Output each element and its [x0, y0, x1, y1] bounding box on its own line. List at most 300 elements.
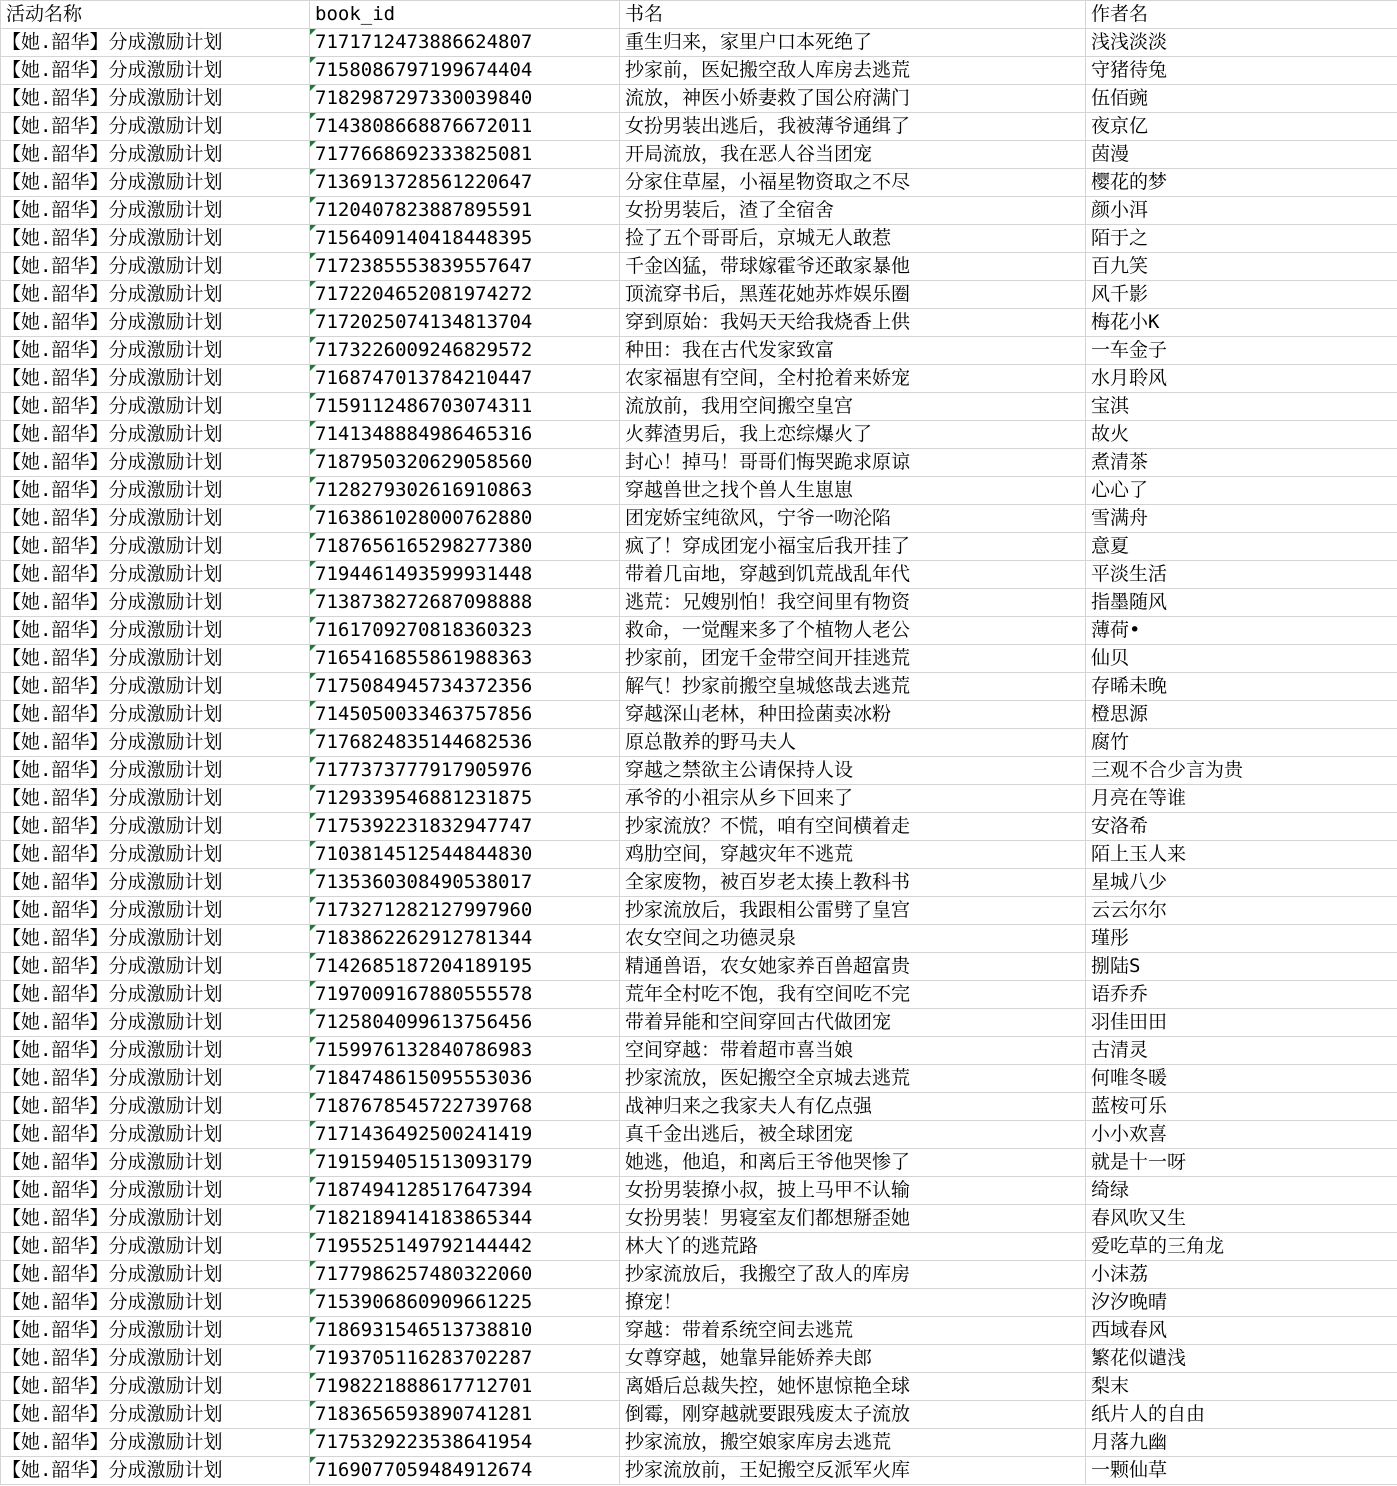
table-row — [1, 1289, 1397, 1317]
error-indicator-icon[interactable] — [310, 337, 316, 343]
table-row — [1, 841, 1397, 869]
cell-book-id[interactable]: 7193705116283702287 — [310, 1345, 620, 1373]
table-row — [1, 785, 1397, 813]
cell-title[interactable]: 战神归来之我家夫人有亿点强 — [620, 1093, 1086, 1121]
cell-activity[interactable]: 【她.韶华】分成激励计划 — [1, 673, 310, 701]
error-indicator-icon[interactable] — [310, 477, 316, 483]
cell-activity[interactable]: 【她.韶华】分成激励计划 — [1, 1317, 310, 1345]
cell-book-id[interactable]: 7187950320629058560 — [310, 449, 620, 477]
cell-author[interactable]: 腐竹 — [1086, 729, 1397, 757]
cell-book-id[interactable]: 7159112486703074311 — [310, 393, 620, 421]
cell-book-id[interactable]: 7128279302616910863 — [310, 477, 620, 505]
table-row — [1, 1373, 1397, 1401]
cell-title[interactable]: 女扮男装撩小叔，披上马甲不认输 — [620, 1177, 1086, 1205]
cell-book-id[interactable]: 7197009167880555578 — [310, 981, 620, 1009]
cell-author[interactable]: 三观不合少言为贵 — [1086, 757, 1397, 785]
error-indicator-icon[interactable] — [310, 365, 316, 371]
cell-book-id[interactable]: 7159976132840786983 — [310, 1037, 620, 1065]
cell-author[interactable]: 樱花的梦 — [1086, 169, 1397, 197]
cell-title[interactable]: 抄家流放？不慌，咱有空间横着走 — [620, 813, 1086, 841]
cell-title[interactable]: 抄家流放，医妃搬空全京城去逃荒 — [620, 1065, 1086, 1093]
cell-book-id[interactable]: 7198221888617712701 — [310, 1373, 620, 1401]
cell-title[interactable]: 倒霉，刚穿越就要跟残废太子流放 — [620, 1401, 1086, 1429]
cell-title[interactable]: 她逃，他追，和离后王爷他哭惨了 — [620, 1149, 1086, 1177]
cell-activity[interactable]: 【她.韶华】分成激励计划 — [1, 57, 310, 85]
cell-author[interactable]: 心心了 — [1086, 477, 1397, 505]
cell-title[interactable]: 精通兽语，农女她家养百兽超富贵 — [620, 953, 1086, 981]
error-indicator-icon[interactable] — [310, 1261, 316, 1267]
cell-activity[interactable]: 【她.韶华】分成激励计划 — [1, 561, 310, 589]
cell-title[interactable]: 逃荒：兄嫂别怕！我空间里有物资 — [620, 589, 1086, 617]
cell-activity[interactable]: 【她.韶华】分成激励计划 — [1, 757, 310, 785]
cell-activity[interactable]: 【她.韶华】分成激励计划 — [1, 1233, 310, 1261]
error-indicator-icon[interactable] — [310, 421, 316, 427]
cell-book-id[interactable]: 7182189414183865344 — [310, 1205, 620, 1233]
cell-author[interactable]: 纸片人的自由 — [1086, 1401, 1397, 1429]
cell-author[interactable]: 平淡生活 — [1086, 561, 1397, 589]
cell-title[interactable]: 穿越：带着系统空间去逃荒 — [620, 1317, 1086, 1345]
cell-author[interactable]: 捌陆S — [1086, 953, 1397, 981]
cell-activity[interactable]: 【她.韶华】分成激励计划 — [1, 29, 310, 57]
error-indicator-icon[interactable] — [310, 841, 316, 847]
cell-author[interactable]: 蓝桉可乐 — [1086, 1093, 1397, 1121]
cell-activity[interactable]: 【她.韶华】分成激励计划 — [1, 701, 310, 729]
cell-title[interactable]: 流放前，我用空间搬空皇宫 — [620, 393, 1086, 421]
cell-author[interactable]: 故火 — [1086, 421, 1397, 449]
cell-activity[interactable]: 【她.韶华】分成激励计划 — [1, 281, 310, 309]
cell-author[interactable]: 浅浅淡淡 — [1086, 29, 1397, 57]
cell-author[interactable]: 云云尔尔 — [1086, 897, 1397, 925]
cell-book-id[interactable]: 7141348884986465316 — [310, 421, 620, 449]
error-indicator-icon[interactable] — [310, 1093, 316, 1099]
error-indicator-icon[interactable] — [310, 701, 316, 707]
cell-title[interactable]: 农家福崽有空间，全村抢着来娇宠 — [620, 365, 1086, 393]
table-row — [1, 757, 1397, 785]
table-row — [1, 1429, 1397, 1457]
cell-book-id[interactable]: 7172204652081974272 — [310, 281, 620, 309]
error-indicator-icon[interactable] — [310, 925, 316, 931]
table-row — [1, 477, 1397, 505]
cell-author[interactable]: 指墨随风 — [1086, 589, 1397, 617]
cell-title[interactable]: 分家住草屋，小福星物资取之不尽 — [620, 169, 1086, 197]
cell-activity[interactable]: 【她.韶华】分成激励计划 — [1, 589, 310, 617]
cell-book-id[interactable]: 7168747013784210447 — [310, 365, 620, 393]
error-indicator-icon[interactable] — [310, 729, 316, 735]
error-indicator-icon[interactable] — [310, 981, 316, 987]
cell-title[interactable]: 种田：我在古代发家致富 — [620, 337, 1086, 365]
cell-author[interactable]: 绮绿 — [1086, 1177, 1397, 1205]
cell-title[interactable]: 抄家流放后，我搬空了敌人的库房 — [620, 1261, 1086, 1289]
cell-activity[interactable]: 【她.韶华】分成激励计划 — [1, 1289, 310, 1317]
cell-book-id[interactable]: 7136913728561220647 — [310, 169, 620, 197]
cell-title[interactable]: 抄家流放前，王妃搬空反派军火库 — [620, 1457, 1086, 1485]
cell-book-id[interactable]: 7129339546881231875 — [310, 785, 620, 813]
cell-book-id[interactable]: 7172385553839557647 — [310, 253, 620, 281]
cell-activity[interactable]: 【她.韶华】分成激励计划 — [1, 477, 310, 505]
cell-activity[interactable]: 【她.韶华】分成激励计划 — [1, 225, 310, 253]
error-indicator-icon[interactable] — [310, 85, 316, 91]
cell-title[interactable]: 真千金出逃后，被全球团宠 — [620, 1121, 1086, 1149]
cell-book-id[interactable]: 7171436492500241419 — [310, 1121, 620, 1149]
cell-activity[interactable]: 【她.韶华】分成激励计划 — [1, 113, 310, 141]
error-indicator-icon[interactable] — [310, 225, 316, 231]
cell-title[interactable]: 穿越之禁欲主公请保持人设 — [620, 757, 1086, 785]
error-indicator-icon[interactable] — [310, 1373, 316, 1379]
cell-book-id[interactable]: 7187494128517647394 — [310, 1177, 620, 1205]
cell-author[interactable]: 古清灵 — [1086, 1037, 1397, 1065]
cell-activity[interactable]: 【她.韶华】分成激励计划 — [1, 1009, 310, 1037]
cell-title[interactable]: 抄家前，医妃搬空敌人库房去逃荒 — [620, 57, 1086, 85]
cell-activity[interactable]: 【她.韶华】分成激励计划 — [1, 1373, 310, 1401]
error-indicator-icon[interactable] — [310, 393, 316, 399]
cell-activity[interactable]: 【她.韶华】分成激励计划 — [1, 729, 310, 757]
cell-author[interactable]: 雪满舟 — [1086, 505, 1397, 533]
cell-title[interactable]: 捡了五个哥哥后，京城无人敢惹 — [620, 225, 1086, 253]
error-indicator-icon[interactable] — [310, 869, 316, 875]
cell-title[interactable]: 承爷的小祖宗从乡下回来了 — [620, 785, 1086, 813]
cell-author[interactable]: 安洛希 — [1086, 813, 1397, 841]
error-indicator-icon[interactable] — [310, 281, 316, 287]
cell-book-id[interactable]: 7153906860909661225 — [310, 1289, 620, 1317]
error-indicator-icon[interactable] — [310, 1317, 316, 1323]
cell-author[interactable]: 陌上玉人来 — [1086, 841, 1397, 869]
cell-activity[interactable]: 【她.韶华】分成激励计划 — [1, 1429, 310, 1457]
cell-author[interactable]: 薄荷• — [1086, 617, 1397, 645]
cell-author[interactable]: 瑾彤 — [1086, 925, 1397, 953]
cell-book-id[interactable]: 7177373777917905976 — [310, 757, 620, 785]
cell-activity[interactable]: 【她.韶华】分成激励计划 — [1, 505, 310, 533]
cell-author[interactable]: 月落九幽 — [1086, 1429, 1397, 1457]
cell-activity[interactable]: 【她.韶华】分成激励计划 — [1, 645, 310, 673]
cell-book-id[interactable]: 7175329223538641954 — [310, 1429, 620, 1457]
error-indicator-icon[interactable] — [310, 645, 316, 651]
cell-author[interactable]: 百九笑 — [1086, 253, 1397, 281]
cell-activity[interactable]: 【她.韶华】分成激励计划 — [1, 981, 310, 1009]
cell-title[interactable]: 女尊穿越，她靠异能娇养夫郎 — [620, 1345, 1086, 1373]
cell-book-id[interactable]: 7186931546513738810 — [310, 1317, 620, 1345]
cell-author[interactable]: 星城八少 — [1086, 869, 1397, 897]
cell-title[interactable]: 荒年全村吃不饱，我有空间吃不完 — [620, 981, 1086, 1009]
cell-title[interactable]: 女扮男装出逃后，我被薄爷通缉了 — [620, 113, 1086, 141]
cell-author[interactable]: 存晞未晚 — [1086, 673, 1397, 701]
cell-title[interactable]: 带着异能和空间穿回古代做团宠 — [620, 1009, 1086, 1037]
cell-activity[interactable]: 【她.韶华】分成激励计划 — [1, 169, 310, 197]
cell-author[interactable]: 一颗仙草 — [1086, 1457, 1397, 1485]
error-indicator-icon[interactable] — [310, 813, 316, 819]
cell-title[interactable]: 抄家前，团宠千金带空间开挂逃荒 — [620, 645, 1086, 673]
cell-author[interactable]: 羽佳田田 — [1086, 1009, 1397, 1037]
cell-book-id[interactable]: 7171712473886624807 — [310, 29, 620, 57]
error-indicator-icon[interactable] — [310, 197, 316, 203]
error-indicator-icon[interactable] — [310, 169, 316, 175]
cell-title[interactable]: 抄家流放后，我跟相公雷劈了皇宫 — [620, 897, 1086, 925]
cell-book-id[interactable]: 7125804099613756456 — [310, 1009, 620, 1037]
cell-book-id[interactable]: 7177986257480322060 — [310, 1261, 620, 1289]
error-indicator-icon[interactable] — [310, 897, 316, 903]
cell-book-id[interactable]: 7177668692333825081 — [310, 141, 620, 169]
table-row — [1, 561, 1397, 589]
cell-author[interactable]: 茵漫 — [1086, 141, 1397, 169]
cell-activity[interactable]: 【她.韶华】分成激励计划 — [1, 1093, 310, 1121]
error-indicator-icon[interactable] — [310, 141, 316, 147]
cell-title[interactable]: 解气！抄家前搬空皇城悠哉去逃荒 — [620, 673, 1086, 701]
cell-activity[interactable]: 【她.韶华】分成激励计划 — [1, 1261, 310, 1289]
cell-activity[interactable]: 【她.韶华】分成激励计划 — [1, 1345, 310, 1373]
cell-author[interactable]: 宝淇 — [1086, 393, 1397, 421]
table-row — [1, 869, 1397, 897]
cell-title[interactable]: 顶流穿书后，黑莲花她苏炸娱乐圈 — [620, 281, 1086, 309]
cell-book-id[interactable]: 7165416855861988363 — [310, 645, 620, 673]
cell-book-id[interactable]: 7163861028000762880 — [310, 505, 620, 533]
cell-title[interactable]: 团宠娇宝纯欲风，宁爷一吻沦陷 — [620, 505, 1086, 533]
cell-book-id[interactable]: 7135360308490538017 — [310, 869, 620, 897]
error-indicator-icon[interactable] — [310, 1233, 316, 1239]
header-activity[interactable]: 活动名称 — [1, 1, 310, 29]
error-indicator-icon[interactable] — [310, 1177, 316, 1183]
cell-author[interactable]: 颜小洱 — [1086, 197, 1397, 225]
cell-author[interactable]: 月亮在等谁 — [1086, 785, 1397, 813]
cell-activity[interactable]: 【她.韶华】分成激励计划 — [1, 1205, 310, 1233]
cell-title[interactable]: 疯了！穿成团宠小福宝后我开挂了 — [620, 533, 1086, 561]
cell-book-id[interactable]: 7183862262912781344 — [310, 925, 620, 953]
cell-book-id[interactable]: 7120407823887895591 — [310, 197, 620, 225]
error-indicator-icon[interactable] — [310, 505, 316, 511]
cell-book-id[interactable]: 7158086797199674404 — [310, 57, 620, 85]
table-row — [1, 365, 1397, 393]
cell-author[interactable]: 小沫荔 — [1086, 1261, 1397, 1289]
cell-book-id[interactable]: 7143808668876672011 — [310, 113, 620, 141]
table-row — [1, 953, 1397, 981]
error-indicator-icon[interactable] — [310, 29, 316, 35]
cell-title[interactable]: 女扮男装！男寝室友们都想掰歪她 — [620, 1205, 1086, 1233]
error-indicator-icon[interactable] — [310, 1457, 316, 1463]
cell-activity[interactable]: 【她.韶华】分成激励计划 — [1, 953, 310, 981]
table-row — [1, 1401, 1397, 1429]
cell-title[interactable]: 开局流放，我在恶人谷当团宠 — [620, 141, 1086, 169]
table-row — [1, 645, 1397, 673]
cell-title[interactable]: 原总散养的野马夫人 — [620, 729, 1086, 757]
table-row — [1, 309, 1397, 337]
cell-title[interactable]: 鸡肋空间，穿越灾年不逃荒 — [620, 841, 1086, 869]
cell-activity[interactable]: 【她.韶华】分成激励计划 — [1, 365, 310, 393]
cell-title[interactable]: 空间穿越：带着超市喜当娘 — [620, 1037, 1086, 1065]
cell-activity[interactable]: 【她.韶华】分成激励计划 — [1, 393, 310, 421]
cell-author[interactable]: 一车金子 — [1086, 337, 1397, 365]
cell-author[interactable]: 繁花似谴浅 — [1086, 1345, 1397, 1373]
cell-book-id[interactable]: 7187678545722739768 — [310, 1093, 620, 1121]
table-row — [1, 1065, 1397, 1093]
cell-author[interactable]: 守猪待兔 — [1086, 57, 1397, 85]
cell-title[interactable]: 抄家流放，搬空娘家库房去逃荒 — [620, 1429, 1086, 1457]
cell-activity[interactable]: 【她.韶华】分成激励计划 — [1, 1457, 310, 1485]
table-row — [1, 197, 1397, 225]
cell-activity[interactable]: 【她.韶华】分成激励计划 — [1, 1065, 310, 1093]
cell-author[interactable]: 语乔乔 — [1086, 981, 1397, 1009]
cell-title[interactable]: 封心！掉马！哥哥们悔哭跪求原谅 — [620, 449, 1086, 477]
cell-title[interactable]: 流放，神医小娇妻救了国公府满门 — [620, 85, 1086, 113]
cell-book-id[interactable]: 7182987297330039840 — [310, 85, 620, 113]
cell-title[interactable]: 女扮男装后，渣了全宿舍 — [620, 197, 1086, 225]
error-indicator-icon[interactable] — [310, 1289, 316, 1295]
table-row — [1, 225, 1397, 253]
table-row — [1, 505, 1397, 533]
cell-author[interactable]: 汐汐晚晴 — [1086, 1289, 1397, 1317]
error-indicator-icon[interactable] — [310, 1401, 316, 1407]
cell-title[interactable]: 全家废物，被百岁老太揍上教科书 — [620, 869, 1086, 897]
table-row — [1, 533, 1397, 561]
cell-author[interactable]: 仙贝 — [1086, 645, 1397, 673]
cell-title[interactable]: 火葬渣男后，我上恋综爆火了 — [620, 421, 1086, 449]
cell-activity[interactable]: 【她.韶华】分成激励计划 — [1, 253, 310, 281]
cell-author[interactable]: 春风吹又生 — [1086, 1205, 1397, 1233]
error-indicator-icon[interactable] — [310, 449, 316, 455]
error-indicator-icon[interactable] — [310, 561, 316, 567]
cell-activity[interactable]: 【她.韶华】分成激励计划 — [1, 1037, 310, 1065]
cell-activity[interactable]: 【她.韶华】分成激励计划 — [1, 1401, 310, 1429]
table-row — [1, 925, 1397, 953]
cell-activity[interactable]: 【她.韶华】分成激励计划 — [1, 897, 310, 925]
table-row — [1, 1037, 1397, 1065]
cell-author[interactable]: 伍佰豌 — [1086, 85, 1397, 113]
cell-author[interactable]: 梅花小K — [1086, 309, 1397, 337]
cell-activity[interactable]: 【她.韶华】分成激励计划 — [1, 533, 310, 561]
cell-author[interactable]: 意夏 — [1086, 533, 1397, 561]
cell-book-id[interactable]: 7156409140418448395 — [310, 225, 620, 253]
error-indicator-icon[interactable] — [310, 617, 316, 623]
cell-author[interactable]: 风千影 — [1086, 281, 1397, 309]
cell-activity[interactable]: 【她.韶华】分成激励计划 — [1, 337, 310, 365]
table-row — [1, 337, 1397, 365]
table-row — [1, 169, 1397, 197]
error-indicator-icon[interactable] — [310, 1345, 316, 1351]
cell-author[interactable]: 何唯冬暖 — [1086, 1065, 1397, 1093]
cell-book-id[interactable]: 7172025074134813704 — [310, 309, 620, 337]
cell-title[interactable]: 穿越深山老林，种田捡菌卖冰粉 — [620, 701, 1086, 729]
cell-book-id[interactable]: 7183656593890741281 — [310, 1401, 620, 1429]
table-row — [1, 1261, 1397, 1289]
cell-book-id[interactable]: 7184748615095553036 — [310, 1065, 620, 1093]
cell-title[interactable]: 带着几亩地，穿越到饥荒战乱年代 — [620, 561, 1086, 589]
cell-title[interactable]: 林大丫的逃荒路 — [620, 1233, 1086, 1261]
error-indicator-icon[interactable] — [310, 253, 316, 259]
header-title[interactable]: 书名 — [620, 1, 1086, 29]
cell-book-id[interactable]: 7187656165298277380 — [310, 533, 620, 561]
header-author[interactable]: 作者名 — [1086, 1, 1397, 29]
cell-author[interactable]: 爱吃草的三角龙 — [1086, 1233, 1397, 1261]
header-book-id[interactable]: book_id — [310, 1, 620, 29]
cell-book-id[interactable]: 7142685187204189195 — [310, 953, 620, 981]
table-row — [1, 1009, 1397, 1037]
cell-activity[interactable]: 【她.韶华】分成激励计划 — [1, 309, 310, 337]
table-row — [1, 673, 1397, 701]
cell-book-id[interactable]: 7173226009246829572 — [310, 337, 620, 365]
cell-book-id[interactable]: 7175392231832947747 — [310, 813, 620, 841]
cell-activity[interactable]: 【她.韶华】分成激励计划 — [1, 1121, 310, 1149]
error-indicator-icon[interactable] — [310, 533, 316, 539]
error-indicator-icon[interactable] — [310, 1009, 316, 1015]
error-indicator-icon[interactable] — [310, 1065, 316, 1071]
table-row — [1, 141, 1397, 169]
cell-activity[interactable]: 【她.韶华】分成激励计划 — [1, 785, 310, 813]
cell-author[interactable]: 小小欢喜 — [1086, 1121, 1397, 1149]
table-row — [1, 281, 1397, 309]
cell-author[interactable]: 橙思源 — [1086, 701, 1397, 729]
cell-title[interactable]: 重生归来，家里户口本死绝了 — [620, 29, 1086, 57]
table-row — [1, 813, 1397, 841]
cell-author[interactable]: 陌于之 — [1086, 225, 1397, 253]
table-row — [1, 421, 1397, 449]
error-indicator-icon[interactable] — [310, 57, 316, 63]
error-indicator-icon[interactable] — [310, 673, 316, 679]
cell-book-id[interactable]: 7194461493599931448 — [310, 561, 620, 589]
cell-author[interactable]: 就是十一呀 — [1086, 1149, 1397, 1177]
error-indicator-icon[interactable] — [310, 1429, 316, 1435]
table-row — [1, 1177, 1397, 1205]
cell-activity[interactable]: 【她.韶华】分成激励计划 — [1, 869, 310, 897]
cell-book-id[interactable]: 7191594051513093179 — [310, 1149, 620, 1177]
cell-activity[interactable]: 【她.韶华】分成激励计划 — [1, 197, 310, 225]
cell-activity[interactable]: 【她.韶华】分成激励计划 — [1, 85, 310, 113]
cell-title[interactable]: 千金凶猛，带球嫁霍爷还敢家暴他 — [620, 253, 1086, 281]
cell-activity[interactable]: 【她.韶华】分成激励计划 — [1, 449, 310, 477]
cell-activity[interactable]: 【她.韶华】分成激励计划 — [1, 925, 310, 953]
cell-activity[interactable]: 【她.韶华】分成激励计划 — [1, 1149, 310, 1177]
cell-author[interactable]: 水月聆风 — [1086, 365, 1397, 393]
error-indicator-icon[interactable] — [310, 113, 316, 119]
cell-book-id[interactable]: 7176824835144682536 — [310, 729, 620, 757]
cell-author[interactable]: 西域春风 — [1086, 1317, 1397, 1345]
error-indicator-icon[interactable] — [310, 1149, 316, 1155]
table-row — [1, 1233, 1397, 1261]
error-indicator-icon[interactable] — [310, 785, 316, 791]
cell-book-id[interactable]: 7103814512544844830 — [310, 841, 620, 869]
cell-title[interactable]: 穿越兽世之找个兽人生崽崽 — [620, 477, 1086, 505]
cell-author[interactable]: 夜京亿 — [1086, 113, 1397, 141]
cell-title[interactable]: 撩宠！ — [620, 1289, 1086, 1317]
cell-activity[interactable]: 【她.韶华】分成激励计划 — [1, 421, 310, 449]
error-indicator-icon[interactable] — [310, 757, 316, 763]
table-row — [1, 85, 1397, 113]
error-indicator-icon[interactable] — [310, 1121, 316, 1127]
cell-activity[interactable]: 【她.韶华】分成激励计划 — [1, 617, 310, 645]
table-row — [1, 589, 1397, 617]
cell-author[interactable]: 煮清茶 — [1086, 449, 1397, 477]
table-row — [1, 1317, 1397, 1345]
cell-author[interactable]: 梨末 — [1086, 1373, 1397, 1401]
cell-title[interactable]: 救命，一觉醒来多了个植物人老公 — [620, 617, 1086, 645]
cell-book-id[interactable]: 7169077059484912674 — [310, 1457, 620, 1485]
cell-title[interactable]: 离婚后总裁失控，她怀崽惊艳全球 — [620, 1373, 1086, 1401]
cell-activity[interactable]: 【她.韶华】分成激励计划 — [1, 841, 310, 869]
cell-book-id[interactable]: 7173271282127997960 — [310, 897, 620, 925]
cell-book-id[interactable]: 7138738272687098888 — [310, 589, 620, 617]
cell-activity[interactable]: 【她.韶华】分成激励计划 — [1, 1177, 310, 1205]
cell-book-id[interactable]: 7175084945734372356 — [310, 673, 620, 701]
error-indicator-icon[interactable] — [310, 1037, 316, 1043]
cell-activity[interactable]: 【她.韶华】分成激励计划 — [1, 813, 310, 841]
cell-title[interactable]: 农女空间之功德灵泉 — [620, 925, 1086, 953]
cell-title[interactable]: 穿到原始：我妈天天给我烧香上供 — [620, 309, 1086, 337]
table-row — [1, 393, 1397, 421]
error-indicator-icon[interactable] — [310, 309, 316, 315]
error-indicator-icon[interactable] — [310, 1205, 316, 1211]
cell-book-id[interactable]: 7195525149792144442 — [310, 1233, 620, 1261]
error-indicator-icon[interactable] — [310, 953, 316, 959]
cell-activity[interactable]: 【她.韶华】分成激励计划 — [1, 141, 310, 169]
cell-book-id[interactable]: 7145050033463757856 — [310, 701, 620, 729]
cell-book-id[interactable]: 7161709270818360323 — [310, 617, 620, 645]
error-indicator-icon[interactable] — [310, 589, 316, 595]
